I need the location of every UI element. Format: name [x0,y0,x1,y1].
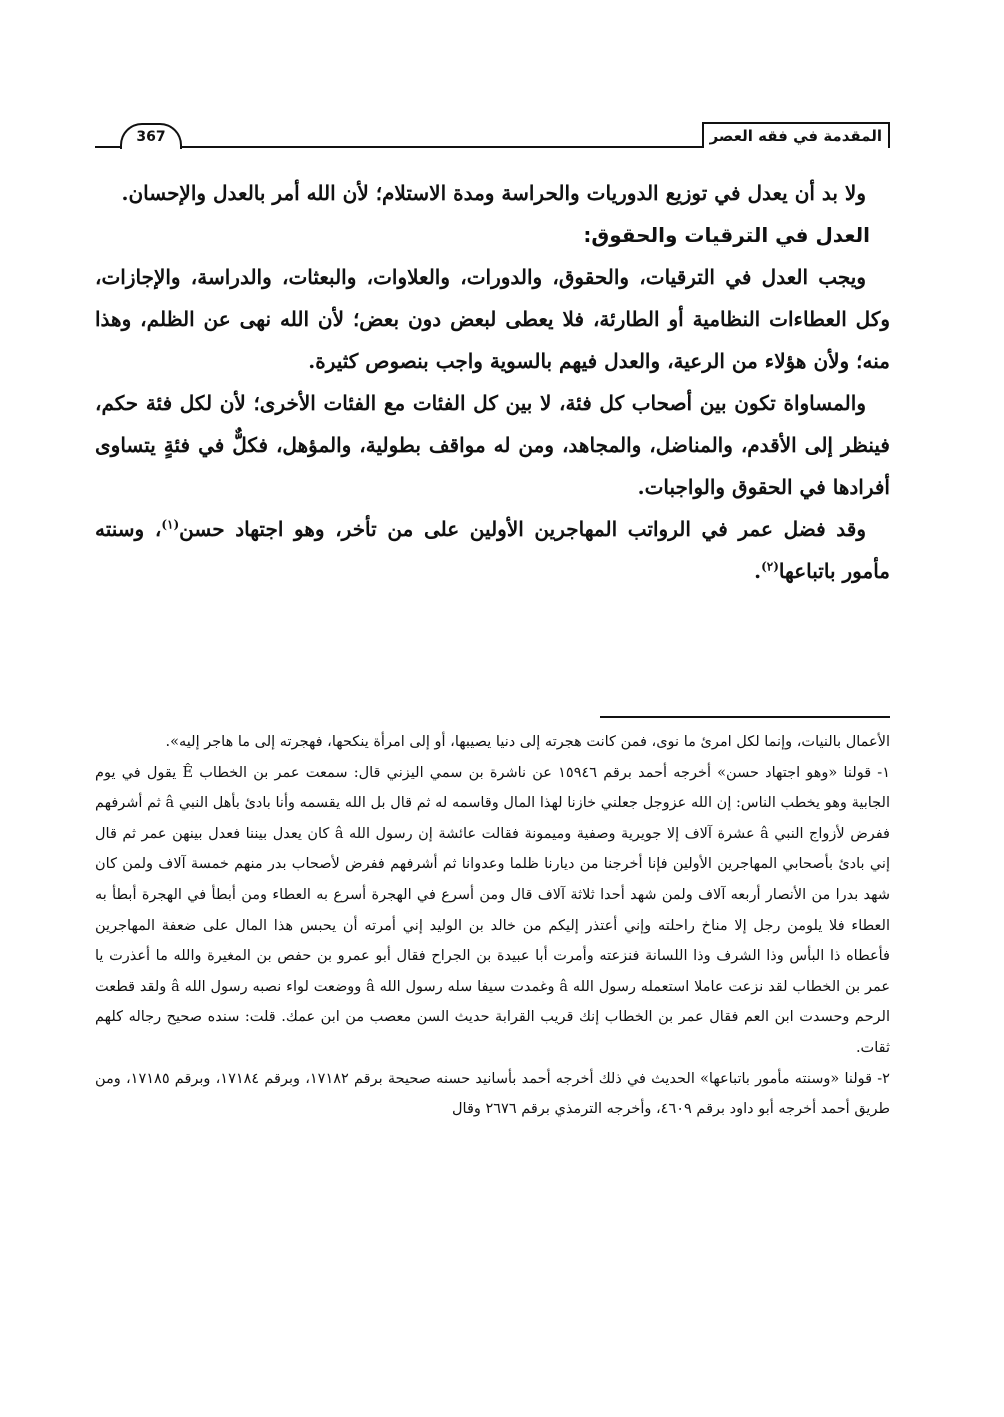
paragraph-4 [95,508,890,592]
footnote-ref-1: (١) [161,517,180,532]
paragraph-4-text-a: وقد فضل عمر في الرواتب المهاجرين الأولين على من تأخر، وهو اجتهاد حسن [179,517,866,541]
paragraph-1: ولا بد أن يعدل في توزيع الدوريات والحراسة ومدة الاستلام؛ لأن الله أمر بالعدل والإحسان. [121,181,866,205]
section-heading: العدل في الترقيات والحقوق: [583,223,870,247]
paragraph-4-end: . [754,559,762,583]
footnotes [95,727,890,1125]
footnote-ref-2: (٢) [761,559,779,574]
footnote-2: ٢- قولنا «وسنته مأمور باتباعها» الحديث في ذلك أخرجه أحمد بأسانيد حسنه صحيحة برقم ١٧١٨٢، وبرقم ١٧١٨٤، وبرقم ١٧١٨٥، ومن طريق أحمد أخرجه أبو داود برقم ٤٦٠٩، وأخرجه الترمذي برقم ٢٦٧٦ وقال [95,1070,890,1118]
footnote-separator [600,716,890,718]
paragraph-3: والمساواة تكون بين أصحاب كل فئة، لا بين كل الفئات مع الفئات الأخرى؛ لأن لكل فئة حكم، فينظر إلى الأقدم، والمناضل، والمجاهد، ومن له مواقف بطولية، والمؤهل، فكلٌّ في فئةٍ يتساوى أفرادها في الحقوق والواجبات. [95,391,890,499]
paragraph-4-text-b: ، وسنته مأمور باتباعها [95,517,890,583]
footnote-1: ١- قولنا «وهو اجتهاد حسن» أخرجه أحمد برقم ١٥٩٤٦ عن ناشرة بن سمي اليزني قال: سمعت عمر بن الخطاب Ê يقول في يوم الجابية وهو يخطب الناس: إن الله عزوجل جعلني خازنا لهذا المال وقاسمه له ثم قال بل الله يقسمه وأنا بادئ بأهل النبي â ثم أشرفهم ففرض لأزواج النبي â عشرة آلاف إلا جويرية وصفية وميمونة فقالت عائشة إن رسول الله â كان يعدل بيننا فعدل بينهن عمر ثم قال إني بادئ بأصحابي المهاجرين الأولين فإنا أخرجنا من ديارنا ظلما وعدوانا ثم أشرفهم ففرض لأصحاب بدر منهم خمسة آلاف ولمن كان شهد بدرا من الأنصار أربعه آلاف ولمن شهد أحدا ثلاثة آلاف قال ومن أسرع في الهجرة أسرع به العطاء ومن أبطأ في الهجرة أبطأ به العطاء فلا يلومن رجل إلا مناخ راحلته وإني أعتذر إليكم من خالد بن الوليد إني أمرته أن يحبس هذا المال على ضعفة المهاجرين فأعطاه ذا البأس وذا الشرف وذا اللسانة فنزعته وأمرت أبا عبيدة بن الجراح فقال أبو عمرو بن حفص بن المغيرة والله ما أعذرت يا عمر بن الخطاب لقد نزعت عاملا استعمله رسول الله â وغمدت سيفا سله رسول الله â ووضعت لواء نصبه رسول الله â ولقد قطعت الرحم وحسدت ابن العم فقال عمر بن الخطاب إنك قريب القرابة حديث السن معصب من ابن عمك. قلت: سنده صحيح رجاله كلهم ثقات. [95,764,891,1056]
main-text [95,172,890,592]
paragraph-2: ويجب العدل في الترقيات، والحقوق، والدورات، والعلاوات، والبعثات، والدراسة، والإجازات، وكل العطاءات النظامية أو الطارئة، فلا يعطى لبعض دون بعض؛ لأن الله نهى عن الظلم، وهذا منه؛ ولأن هؤلاء من الرعية، والعدل فيهم بالسوية واجب بنصوص كثيرة. [95,265,890,373]
footnote-continuation: الأعمال بالنيات، وإنما لكل امرئ ما نوى، فمن كانت هجرته إلى دنيا يصيبها، أو إلى امرأة ينكحها، فهجرته إلى ما هاجر إليه». [165,734,890,750]
page-number: 367 [120,123,182,149]
page-header [95,118,890,148]
header-title: المقدمة في فقه العصر [702,122,890,148]
